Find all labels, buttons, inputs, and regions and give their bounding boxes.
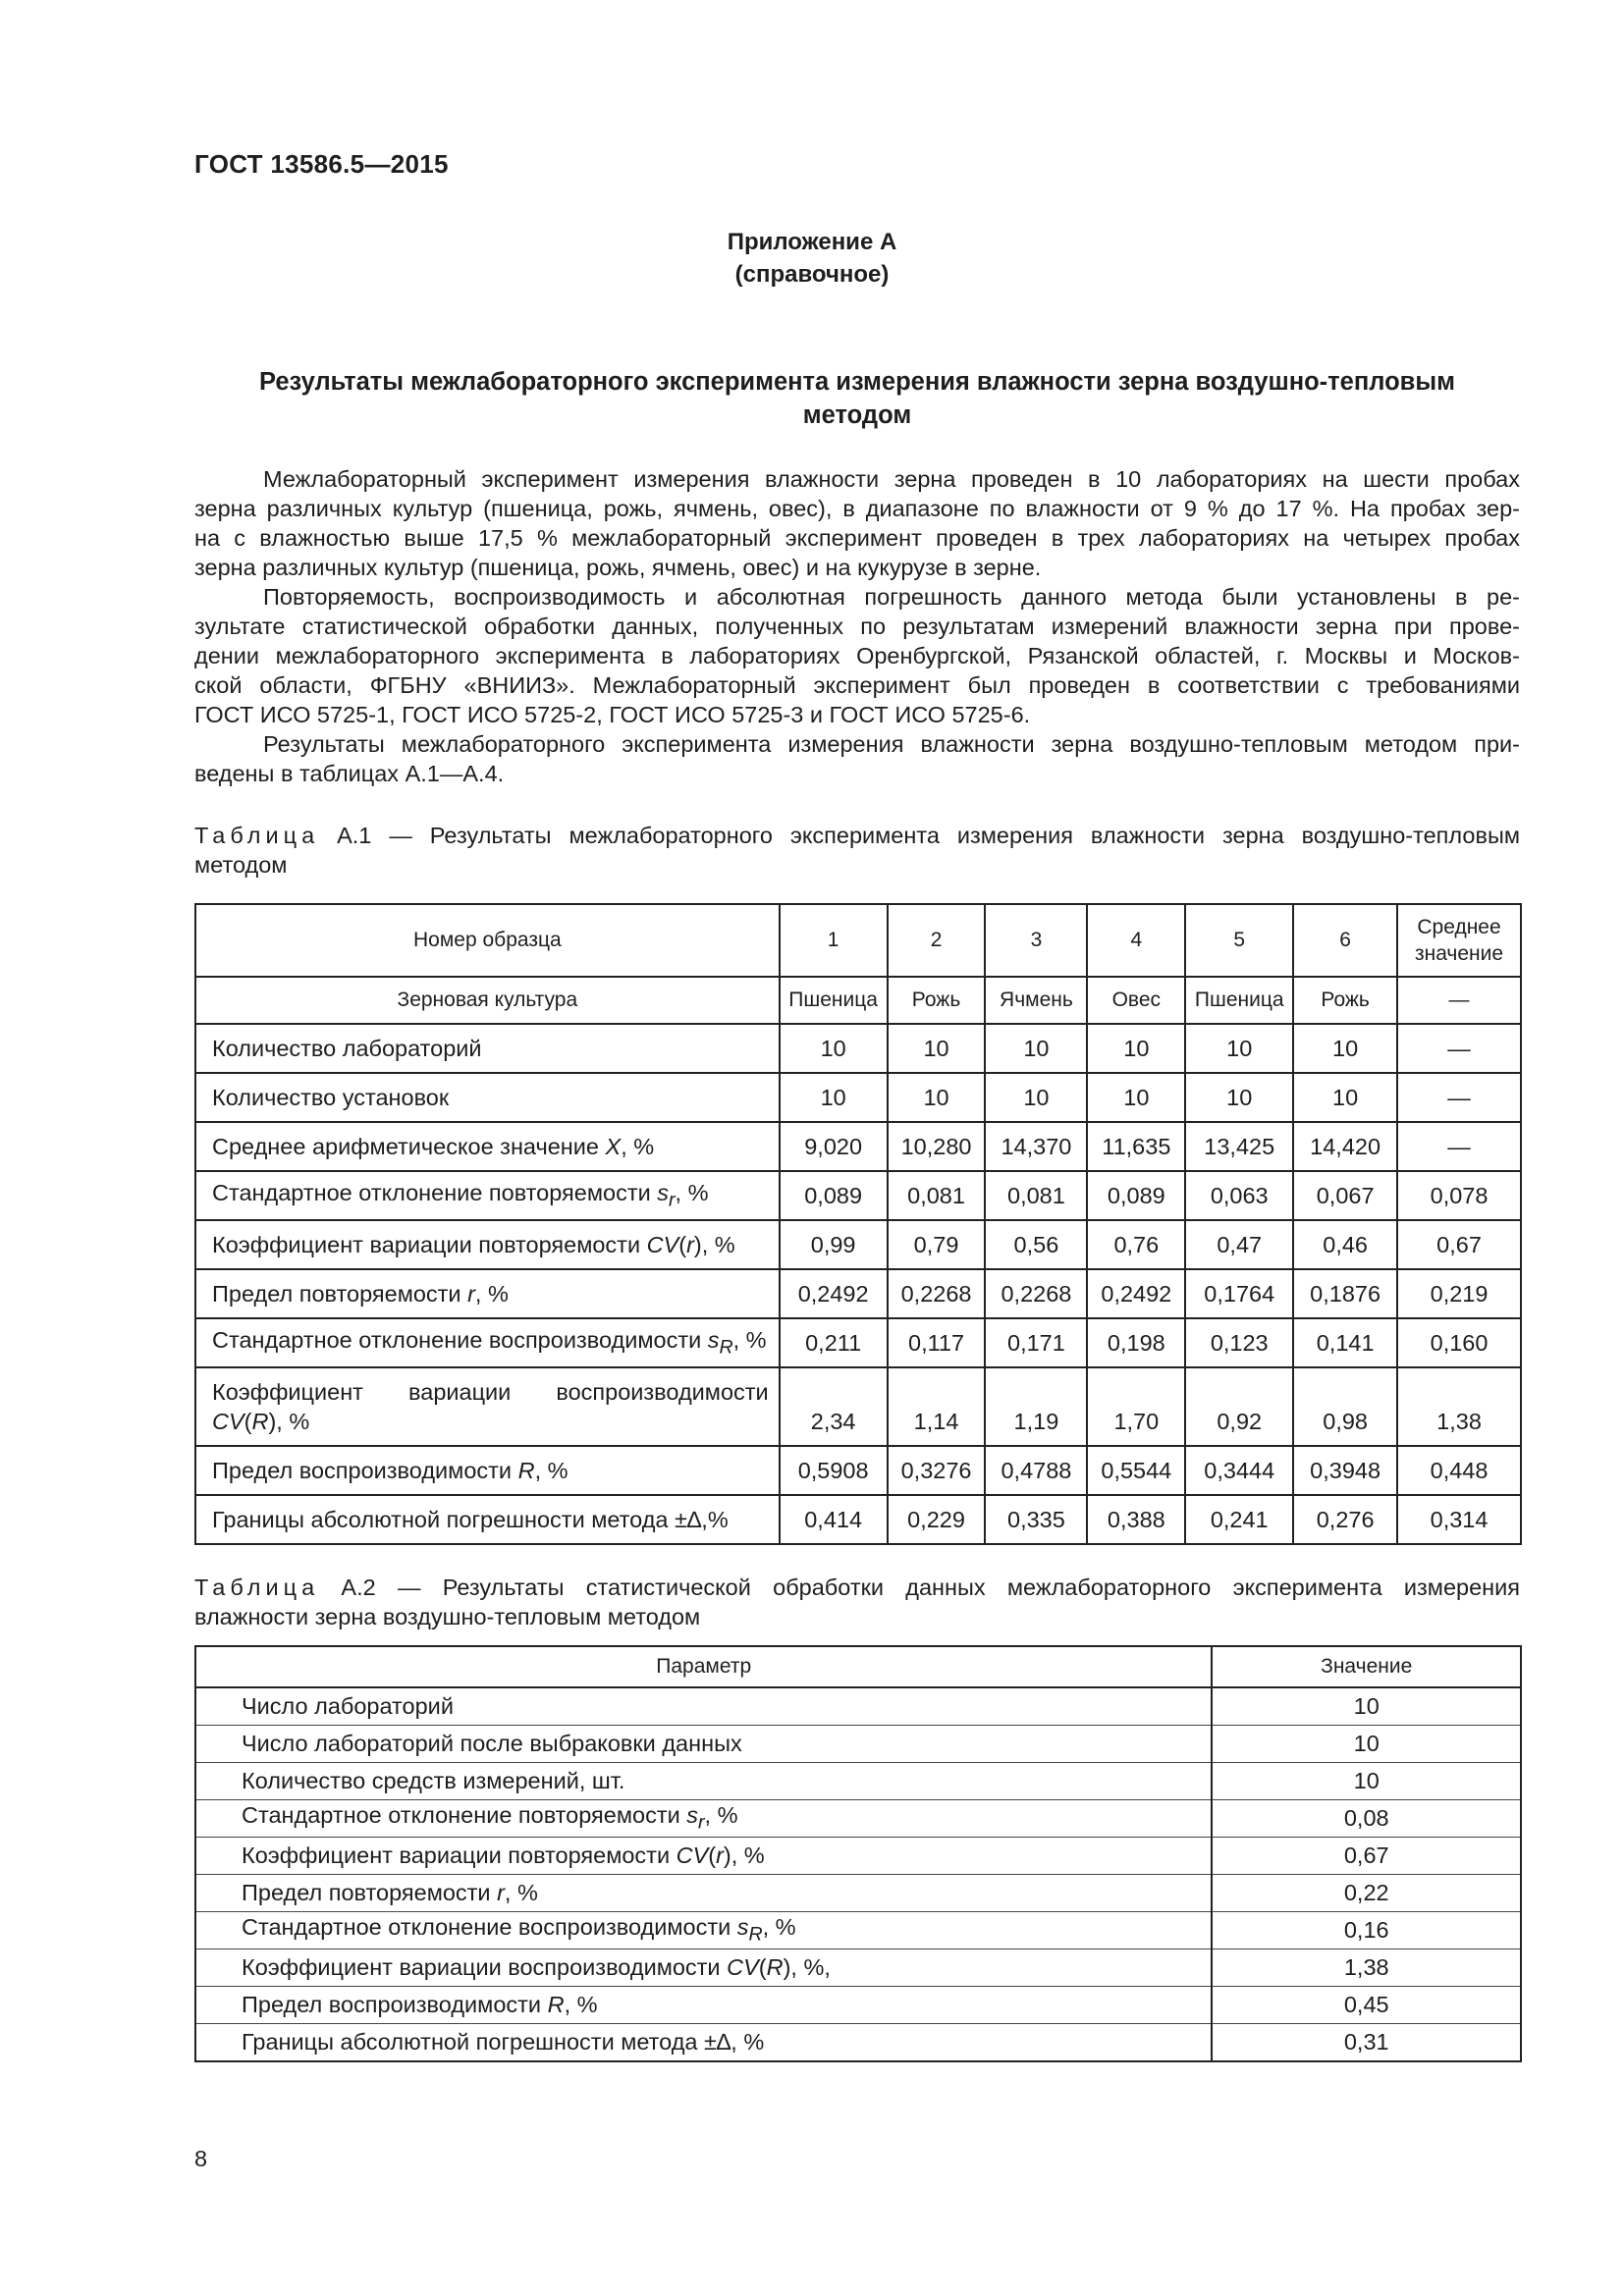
table-cell: 0,141 [1293,1318,1397,1367]
table-cell: — [1397,1024,1521,1073]
crop-cell: Пшеница [780,977,888,1024]
table-cell: 0,067 [1293,1171,1397,1220]
row-label: Коэффициент вариации воспроизводимости CV(R), % [195,1367,780,1446]
table-cell: 0,92 [1185,1367,1293,1446]
table-row [195,1800,1521,1838]
section-title-line-2: методом [802,401,912,429]
section-title [194,365,1520,432]
crop-cell: Рожь [888,977,986,1024]
table-cell: 0,1764 [1185,1269,1293,1318]
sample-number: 6 [1293,904,1397,977]
value-cell: 0,22 [1212,1875,1521,1912]
row-label: Коэффициент вариации повторяемости CV(r), % [195,1220,780,1269]
value-cell: 1,38 [1212,1949,1521,1987]
appendix-label: Приложение А [727,229,897,255]
table-header-row [195,904,1521,977]
sample-number-header: Номер образца [195,904,780,977]
row-label: Стандартное отклонение повторяемости $s_r$, % [195,1171,780,1220]
table-cell: 2,34 [780,1367,888,1446]
table-a2 [194,1645,1522,2062]
paragraph-line: зерна различных культур (пшеница, рожь, ячмень, овес) и на кукурузе в зерне. [194,555,1042,580]
table-cell: 10 [1087,1024,1185,1073]
table-cell: 14,420 [1293,1122,1397,1171]
table-row [195,1495,1521,1544]
table-cell: 10 [1185,1073,1293,1122]
table-cell: 0,211 [780,1318,888,1367]
table-cell: 10 [1293,1073,1397,1122]
value-cell: 0,08 [1212,1800,1521,1838]
caption-text: А.2 — Результаты статистической обработки данных межлабораторного эксперимента измерения [319,1575,1520,1600]
crop-cell: Пшеница [1185,977,1293,1024]
parameter-cell: Число лабораторий после выбраковки данных [195,1726,1212,1763]
table-cell: 0,117 [888,1318,986,1367]
table-cell: — [1397,1073,1521,1122]
table-row [195,1318,1521,1367]
table-cell: 0,063 [1185,1171,1293,1220]
table-row [195,1073,1521,1122]
crop-cell: Ячмень [985,977,1087,1024]
table-cell: 1,38 [1397,1367,1521,1446]
table-cell: 0,414 [780,1495,888,1544]
table-cell: 0,76 [1087,1220,1185,1269]
table-cell: 0,276 [1293,1495,1397,1544]
table-cell: 0,5908 [780,1446,888,1495]
table-cell: 0,79 [888,1220,986,1269]
table-cell: 10 [985,1024,1087,1073]
parameter-header: Параметр [195,1646,1212,1687]
table-header-row [195,1646,1521,1687]
table-row [195,1446,1521,1495]
document-header: ГОСТ 13586.5—2015 [194,149,449,179]
value-cell: 10 [1212,1687,1521,1726]
table-row [195,1687,1521,1726]
row-label: Предел повторяемости r, % [195,1269,780,1318]
table-cell: 1,19 [985,1367,1087,1446]
caption-text-line-2: методом [194,852,288,878]
caption-prefix: Таблица [194,1575,320,1600]
crop-header: Зерновая культура [195,977,780,1024]
table-row [195,1269,1521,1318]
table-row [195,2024,1521,2062]
paragraph-line: ской области, ФГБНУ «ВНИИЗ». Межлабораторный эксперимент был проведен в соответствии с требованиями [194,672,1520,698]
table-cell: 0,47 [1185,1220,1293,1269]
table-cell: 10 [1087,1073,1185,1122]
value-cell: 0,16 [1212,1912,1521,1949]
table-cell: 0,2268 [985,1269,1087,1318]
table-cell: 10 [1185,1024,1293,1073]
table-row [195,1763,1521,1800]
mean-value-header [1397,904,1521,977]
row-label: Стандартное отклонение воспроизводимости $s_R$, % [195,1318,780,1367]
paragraph-1 [194,464,1520,582]
table-cell: 0,089 [780,1171,888,1220]
sample-number: 2 [888,904,986,977]
parameter-cell: Коэффициент вариации воспроизводимости CV(R), %, [195,1949,1212,1987]
row-label: Границы абсолютной погрешности метода ±∆,% [195,1495,780,1544]
parameter-cell: Границы абсолютной погрешности метода ±∆, % [195,2024,1212,2062]
table-cell: — [1397,1122,1521,1171]
table-cell: 0,2492 [780,1269,888,1318]
table-row [195,1949,1521,1987]
crop-cell: — [1397,977,1521,1024]
paragraph-line: ГОСТ ИСО 5725-1, ГОСТ ИСО 5725-2, ГОСТ ИСО 5725-3 и ГОСТ ИСО 5725-6. [194,702,1031,727]
table-a1-caption [194,821,1520,880]
paragraph-line: Повторяемость, воспроизводимость и абсолютная погрешность данного метода были установлены в ре- [263,584,1520,610]
sample-number: 3 [985,904,1087,977]
section-title-line-1: Результаты межлабораторного эксперимента измерения влажности зерна воздушно-тепловым [259,368,1455,396]
table-cell: 10 [888,1073,986,1122]
parameter-cell: Стандартное отклонение повторяемости $s_r$, % [195,1800,1212,1838]
table-row [195,1367,1521,1446]
table-cell: 0,219 [1397,1269,1521,1318]
paragraph-line: зерна различных культур (пшеница, рожь, ячмень, овес), в диапазоне по влажности от 9 % до 17 %. На пробах зер- [194,496,1520,521]
table-cell: 0,198 [1087,1318,1185,1367]
table-cell: 13,425 [1185,1122,1293,1171]
table-cell: 0,3276 [888,1446,986,1495]
value-header: Значение [1212,1646,1521,1687]
row-label: Количество лабораторий [195,1024,780,1073]
table-row [195,1987,1521,2024]
table-row [195,1838,1521,1875]
table-cell: 0,314 [1397,1495,1521,1544]
table-a2-caption [194,1573,1520,1631]
crop-cell: Рожь [1293,977,1397,1024]
page-number: 8 [194,2146,208,2171]
table-row [195,1875,1521,1912]
table-cell: 0,388 [1087,1495,1185,1544]
table-row [195,1912,1521,1949]
table-cell: 0,081 [888,1171,986,1220]
mean-header-line-2: значение [1414,942,1504,965]
appendix-kind: (справочное) [734,261,890,288]
table-cell: 0,229 [888,1495,986,1544]
sample-number: 1 [780,904,888,977]
sample-number: 4 [1087,904,1185,977]
paragraph-line: ведены в таблицах А.1—А.4. [194,761,505,786]
table-cell: 0,081 [985,1171,1087,1220]
table-cell: 0,089 [1087,1171,1185,1220]
caption-text-line-2: влажности зерна воздушно-тепловым методом [194,1604,701,1629]
table-cell: 1,70 [1087,1367,1185,1446]
paragraph-line: Результаты межлабораторного эксперимента измерения влажности зерна воздушно-тепловым методом при- [263,731,1520,757]
paragraph-line: Межлабораторный эксперимент измерения влажности зерна проведен в 10 лабораториях на шести пробах [263,466,1520,492]
value-cell: 10 [1212,1726,1521,1763]
table-row [195,1171,1521,1220]
table-cell: 0,078 [1397,1171,1521,1220]
parameter-cell: Число лабораторий [195,1687,1212,1726]
table-cell: 10 [780,1073,888,1122]
table-cell: 10 [1293,1024,1397,1073]
table-cell: 0,448 [1397,1446,1521,1495]
row-label: Предел воспроизводимости R, % [195,1446,780,1495]
table-row [195,1220,1521,1269]
table-cell: 9,020 [780,1122,888,1171]
paragraph-3 [194,729,1520,788]
parameter-cell: Предел повторяемости r, % [195,1875,1212,1912]
parameter-cell: Коэффициент вариации повторяемости CV(r), % [195,1838,1212,1875]
table-cell: 1,14 [888,1367,986,1446]
paragraph-line: зультате статистической обработки данных, полученных по результатам измерений влажности зерна при прове- [194,614,1520,639]
parameter-cell: Количество средств измерений, шт. [195,1763,1212,1800]
sample-number: 5 [1185,904,1293,977]
table-cell: 0,241 [1185,1495,1293,1544]
table-cell: 10,280 [888,1122,986,1171]
table-cell: 0,46 [1293,1220,1397,1269]
table-cell: 10 [780,1024,888,1073]
table-cell: 0,123 [1185,1318,1293,1367]
appendix-title [0,226,1624,291]
table-row [195,1726,1521,1763]
table-cell: 0,335 [985,1495,1087,1544]
table-cell: 10 [888,1024,986,1073]
table-cell: 10 [985,1073,1087,1122]
table-cell: 0,171 [985,1318,1087,1367]
table-a1 [194,903,1522,1545]
parameter-cell: Предел воспроизводимости R, % [195,1987,1212,2024]
table-cell: 0,3444 [1185,1446,1293,1495]
table-cell: 0,160 [1397,1318,1521,1367]
mean-header-line-1: Среднее [1417,916,1501,938]
value-cell: 0,31 [1212,2024,1521,2062]
parameter-cell: Стандартное отклонение воспроизводимости $s_R$, % [195,1912,1212,1949]
crop-cell: Овес [1087,977,1185,1024]
table-cell: 0,99 [780,1220,888,1269]
crop-row [195,977,1521,1024]
row-label: Количество установок [195,1073,780,1122]
table-row [195,1122,1521,1171]
table-cell: 0,2492 [1087,1269,1185,1318]
table-cell: 0,2268 [888,1269,986,1318]
table-cell: 0,1876 [1293,1269,1397,1318]
value-cell: 10 [1212,1763,1521,1800]
caption-text: А.1 — Результаты межлабораторного эксперимента измерения влажности зерна воздушно-тепловым [319,823,1520,848]
table-cell: 0,4788 [985,1446,1087,1495]
table-cell: 0,67 [1397,1220,1521,1269]
table-cell: 11,635 [1087,1122,1185,1171]
table-cell: 0,5544 [1087,1446,1185,1495]
paragraph-2 [194,582,1520,729]
table-cell: 0,3948 [1293,1446,1397,1495]
row-label: Среднее арифметическое значение X, % [195,1122,780,1171]
value-cell: 0,67 [1212,1838,1521,1875]
caption-prefix: Таблица [194,823,320,848]
value-cell: 0,45 [1212,1987,1521,2024]
paragraph-line: дении межлабораторного эксперимента в лабораториях Оренбургской, Рязанской областей, г. Москвы и Москов- [194,643,1520,668]
paragraph-line: на с влажностью выше 17,5 % межлабораторный эксперимент проведен в трех лабораториях на четырех пробах [194,525,1520,551]
table-cell: 14,370 [985,1122,1087,1171]
table-cell: 0,56 [985,1220,1087,1269]
table-row [195,1024,1521,1073]
table-cell: 0,98 [1293,1367,1397,1446]
